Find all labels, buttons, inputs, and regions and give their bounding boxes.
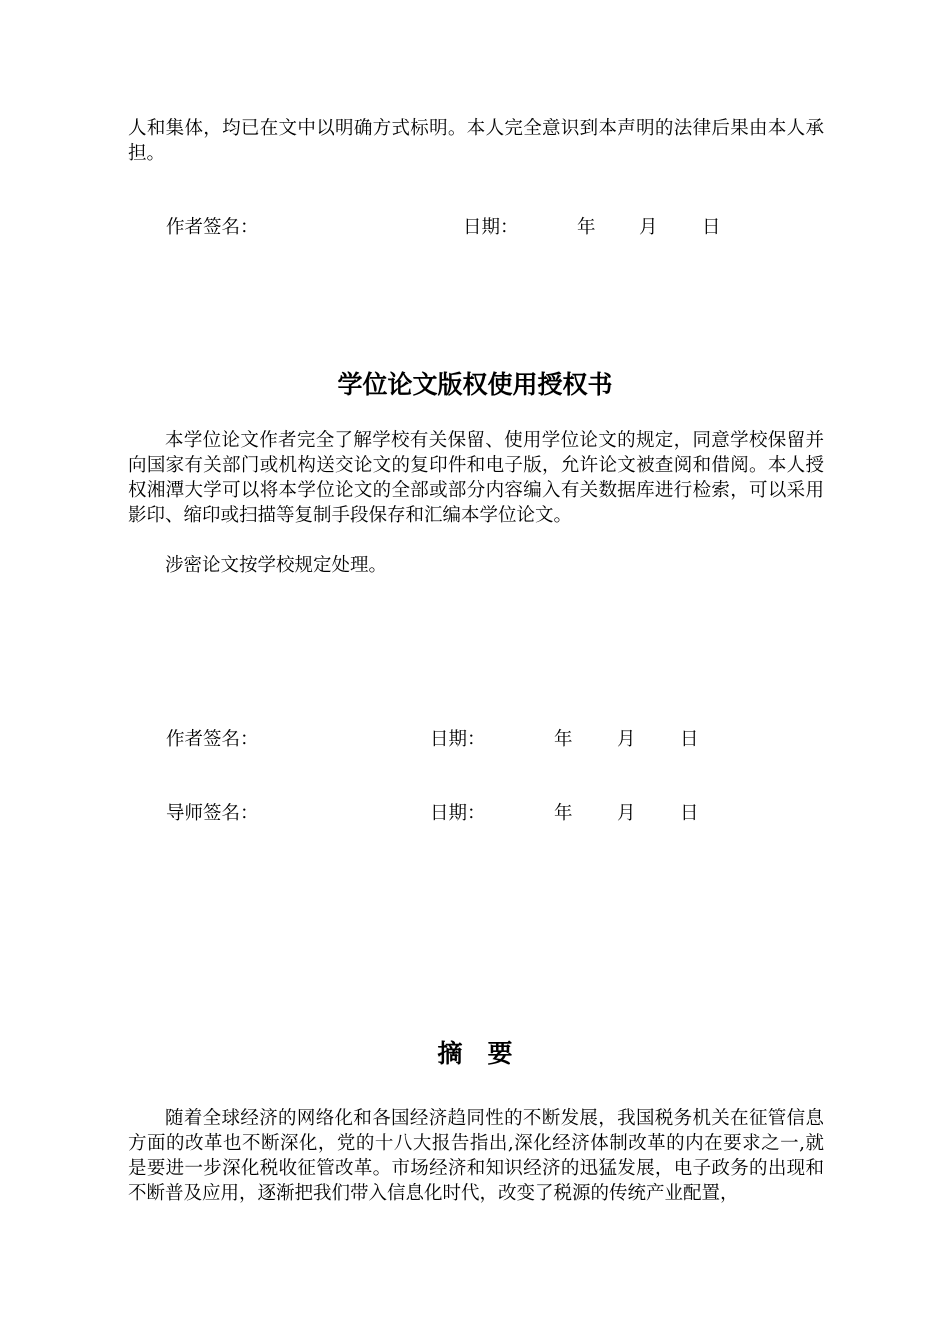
year-label: 年 <box>577 217 596 238</box>
day-label: 日 <box>702 217 721 238</box>
author-signature-label: 作者签名： <box>166 217 259 238</box>
date-label: 日期： <box>463 217 519 238</box>
day-label: 日 <box>680 803 699 824</box>
abstract-title: 摘要 <box>437 1039 538 1068</box>
author-signature-label: 作者签名： <box>166 729 259 750</box>
month-label: 月 <box>639 217 658 238</box>
secret-note: 涉密论文按学校规定处理。 <box>165 555 388 576</box>
abstract-body: 随着全球经济的网络化和各国经济趋同性的不断发展，我国税务机关在征管信息方面的改革也不断深化，党的十八大报告指出,深化经济体制改革的内在要求之一,就是要进一步深化税收征管改革。市场经济和知识经济的迅猛发展，电子政务的出现和不断普及应用，逐渐把我们带入信息化时代，改变了税源的传统产业配置， <box>128 1108 824 1204</box>
authorization-body: 本学位论文作者完全了解学校有关保留、使用学位论文的规定，同意学校保留并向国家有关部门或机构送交论文的复印件和电子版，允许论文被查阅和借阅。本人授权湘潭大学可以将本学位论文的全部或部分内容编入有关数据库进行检索，可以采用影印、缩印或扫描等复制手段保存和汇编本学位论文。 <box>128 430 824 526</box>
date-label: 日期： <box>430 729 486 750</box>
authorization-title: 学位论文版权使用授权书 <box>337 370 613 399</box>
day-label: 日 <box>680 729 699 750</box>
month-label: 月 <box>617 803 636 824</box>
declaration-tail-text: 人和集体，均已在文中以明确方式标明。本人完全意识到本声明的法律后果由本人承担。 <box>128 118 824 164</box>
declaration-signature-row <box>0 215 950 241</box>
year-label: 年 <box>554 803 573 824</box>
month-label: 月 <box>617 729 636 750</box>
advisor-signature-row <box>0 801 950 827</box>
advisor-signature-label: 导师签名： <box>166 803 259 824</box>
year-label: 年 <box>554 729 573 750</box>
author-signature-row <box>0 727 950 753</box>
date-label: 日期： <box>430 803 486 824</box>
